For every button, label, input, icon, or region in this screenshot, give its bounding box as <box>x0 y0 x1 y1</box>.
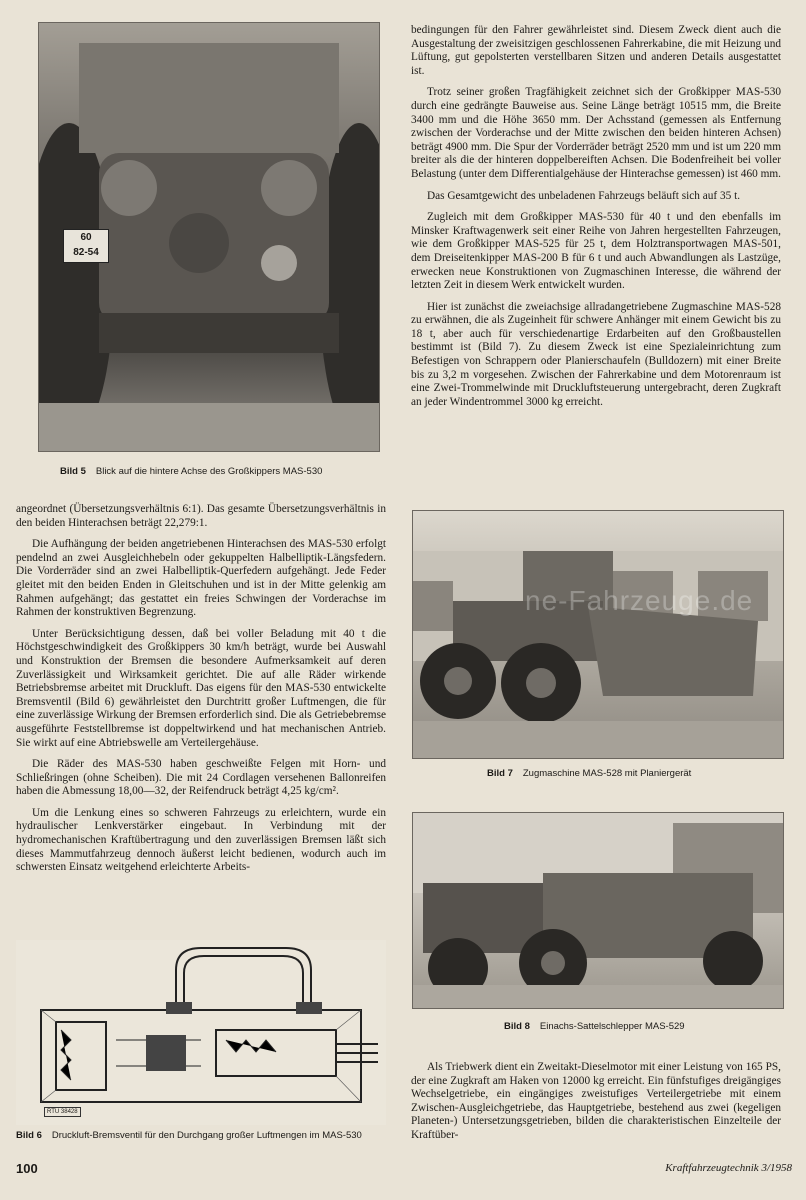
paragraph: Das Gesamtgewicht des unbeladenen Fahrzeugs beläuft sich auf 35 t. <box>427 189 741 202</box>
paragraph: Unter Berücksichtigung dessen, daß bei voller Beladung mit 40 t die Höchstgeschwindigkeit des Großkippers 30 km/h beträgt, wurde bei Auswahl und Konstruktion der Bremsen die besondere Aufmerksamkeit auf deren Zuverlässigkeit und Wirksamkeit gerichtet. Die auf alle Räder wirkende Betriebsbremse arbeitet mit Druckluft. Das eigens für den MAS-530 entwickelte Bremsventil (Bild 6) gewährleistet den Durchtritt großer Luftmengen, die für eine zuverlässige Wirkung der Bremsen erforderlich sind. Die als Getriebebremse ausgeführte Feststellbremse ist doppeltwirkend und hat mechanischen Antrieb. Sie wirkt auf eine Abtriebswelle am Verteilergehäuse. <box>16 627 386 749</box>
paragraph: Zugleich mit dem Großkipper MAS-530 für 40 t und den ebenfalls im Minsker Kraftwagenwerk seit einer Reihe von Jahren hergestellten Fahrzeugen, wie dem Großkipper MAS-525 für 25 t, dem Holztransportwagen MAS-501, dem Dreiseitenkipper MAS-200 B für 6 t und auch Abwandlungen als Lastzüge, erwecken neue Konstruktionen von Zugmaschinen Interesse, die während der letzten Zeit in diesem Werk entwickelt wurden. <box>411 211 781 292</box>
figure-number: Bild 5 <box>60 466 86 477</box>
caption-bild6 <box>16 1130 362 1142</box>
caption-text: Druckluft-Bremsventil für den Durchgang großer Luftmengen im MAS-530 <box>51 1130 362 1141</box>
caption-text: Blick auf die hintere Achse des Großkippers MAS-530 <box>95 466 323 477</box>
brake-valve-drawing <box>16 940 386 1125</box>
watermark: ne-Fahrzeuge.de <box>525 585 754 616</box>
page-number: 100 <box>16 1161 38 1176</box>
right-column-top <box>411 24 781 417</box>
caption-bild5 <box>60 466 322 478</box>
figure-number: Bild 7 <box>487 768 513 779</box>
caption-bild8 <box>504 1021 685 1033</box>
plate-line-2: 82-54 <box>73 247 99 258</box>
paragraph: Trotz seiner großen Tragfähigkeit zeichnet sich der Großkipper MAS-530 durch eine gedrängte Bauweise aus. Seine Länge beträgt 10515 mm, die Breite 3400 mm und die Höhe 3650 mm. Der Achsstand (gemessen als Entfernung zwischen der Vorderachse und der Mitte zwischen den beiden hinteren Achsen) beträgt 4900 mm. Die Spur der Vorderräder beträgt 2520 mm und ist um 220 mm breiter als die der hinteren doppelbereiften Achsen. Die Bodenfreiheit bei voller Belastung (unter dem Differentialgehäuse der Hinterachse gemessen) ist 460 mm. <box>411 86 781 180</box>
paragraph: Die Aufhängung der beiden angetriebenen Hinterachsen des MAS-530 erfolgt pendelnd an zwei Ausgleichhebeln oder gekuppelten Halbelliptik-Längsfedern. Die Vorderräder sind an zwei Halbelliptik-Querfedern aufgehängt. Jede Feder gleitet mit den beiden Enden in Gleitschuhen und ist in der Mitte gelenkig am Rahmen aufgehängt; das gestattet ein freies Schwingen der Vorderachse im Rahmen der konstruktiven Begrenzung. <box>16 538 386 619</box>
figure-number: Bild 6 <box>16 1130 42 1141</box>
left-column <box>16 503 386 883</box>
plate-line-1: 60 <box>80 232 92 243</box>
photo-bild7 <box>412 510 784 759</box>
paragraph: angeordnet (Übersetzungsverhältnis 6:1). Das gesamte Übersetzungsverhältnis in den beiden Hinterachsen beträgt 22,279:1. <box>16 503 386 529</box>
photo-bild8 <box>412 812 784 1009</box>
paragraph: Als Triebwerk dient ein Zweitakt-Dieselmotor mit einer Leistung von 165 PS, der eine Zugkraft am Haken von 12000 kg erreicht. Ein fünfstufiges dreigängiges Wechselgetriebe, ein eingängiges zweistufiges Verteilergetriebe mit einem Zwischen-Ausgleichgetriebe, das Hauptgetriebe, bestehend aus zwei (kegeligen Planeten-) Untersetzungsgetrieben, bilden die charakteristischen Einzelteile der Kraftüber- <box>411 1061 781 1141</box>
caption-text: Zugmaschine MAS-528 mit Planiergerät <box>522 768 692 779</box>
caption-bild7 <box>487 768 691 780</box>
right-column-bottom <box>411 1061 781 1151</box>
paragraph: Um die Lenkung eines so schweren Fahrzeugs zu erleichtern, wurde ein hydraulischer Lenkverstärker eingebaut. In Verbindung mit der hydromechanischen Kraftübertragung und den zuverlässigen Bremsen läßt sich dieses Mammutfahrzeug dennoch äußerst leicht bedienen, wodurch auch im schwersten Einsatz weitgehend erleichterte Arbeits- <box>16 806 386 874</box>
paragraph: Die Räder des MAS-530 haben geschweißte Felgen mit Horn- und Schließringen (ohne Scheiben). Die mit 24 Cordlagen versehenen Ballonreifen haben die Abmessung 18,00—32, der Reifendruck beträgt 4,25 kg/cm². <box>16 758 386 798</box>
journal-issue: Kraftfahrzeugtechnik 3/1958 <box>665 1162 792 1174</box>
paragraph: bedingungen für den Fahrer gewährleistet sind. Diesem Zweck dient auch die Ausgestaltung der zweisitzigen geschlossenen Fahrerkabine, die mit Heizung und Lüftung, gut gepolsterten verstellbaren Sitzen und anderen Details ausgestattet ist. <box>411 24 781 77</box>
photo-bild5 <box>38 22 380 452</box>
drawing-stamp: RTU 38428 <box>44 1107 81 1117</box>
paragraph: Hier ist zunächst die zweiachsige allradangetriebene Zugmaschine MAS-528 zu erwähnen, die als Zugeinheit für schwere Anhänger mit einem Gewicht bis zu 18 t, aber auch für verschiedenartige Erdarbeiten auf den Großbaustellen bestimmt ist (Bild 7). Zu diesem Zweck ist eine Spezialeinrichtung zum Befestigen von Schrappern oder Planierschaufeln (Bulldozern) mit einer Breite bis zu 3,2 m vorgesehen. Zwischen der Fahrerkabine und dem Motorenraum ist eine Zwei-Trommelwinde mit Druckluftsteuerung untergebracht, deren Zugkraft an jeder Windentrommel 3000 kg erreicht. <box>411 300 781 408</box>
license-plate <box>63 229 109 263</box>
caption-text: Einachs-Sattelschlepper MAS-529 <box>539 1021 685 1032</box>
diagram-bild6 <box>16 940 386 1125</box>
figure-number: Bild 8 <box>504 1021 530 1032</box>
